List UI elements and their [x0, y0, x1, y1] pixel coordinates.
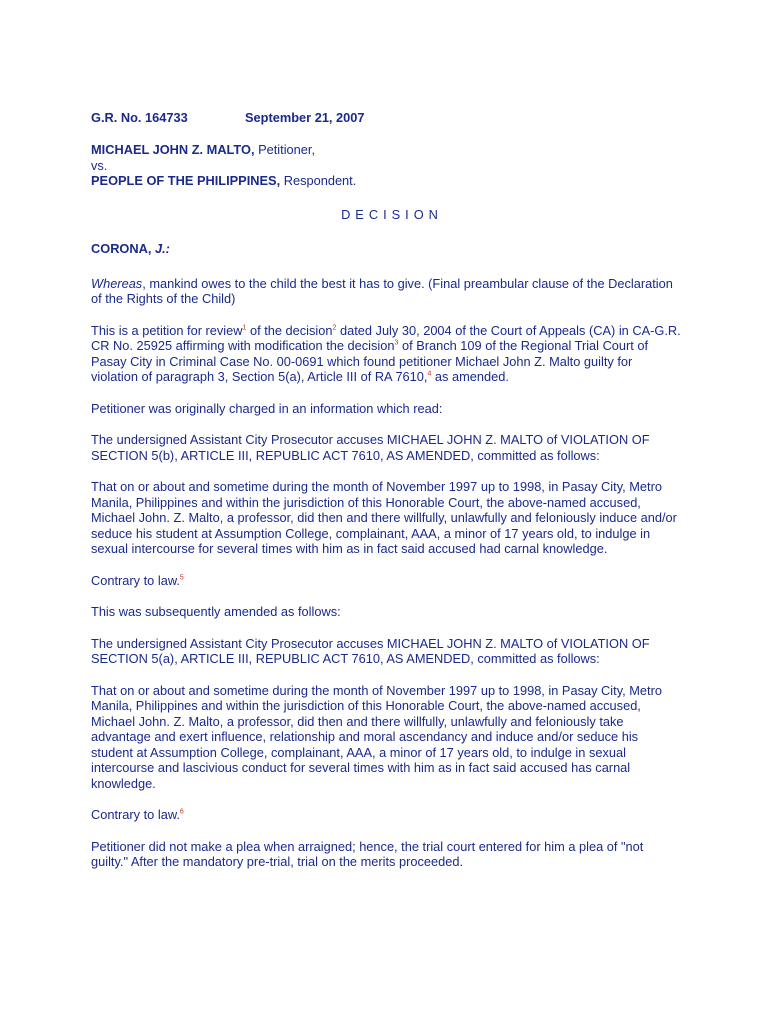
- petitioner-name: MICHAEL JOHN Z. MALTO,: [91, 142, 255, 157]
- petitioner-line: [91, 142, 681, 158]
- petitioner-role: Petitioner,: [258, 142, 316, 157]
- paragraph-contrary-2: [91, 807, 681, 823]
- case-number: G.R. No. 164733: [91, 110, 188, 125]
- contrary-text-1: Contrary to law.: [91, 572, 180, 588]
- case-date: September 21, 2007: [245, 110, 365, 125]
- ponente-name: CORONA,: [91, 241, 152, 256]
- petition-text-d: of Branch 109 of the Regional Trial Court of Pasay City in Criminal Case No. 00-0691 which found petitioner Michael John Z. Malto guilty for violation of paragraph 3, Section 5(a), Article III of RA 7610,: [91, 338, 649, 384]
- petition-text-c: dated July 30, 2004 of the Court of Appeals (CA) in CA-G.R. CR No. 25925 affirming with modification the decision: [91, 322, 681, 353]
- paragraph-facts-1: That on or about and sometime during the month of November 1997 up to 1998, in Pasay City, Metro Manila, Philippines and within the jurisdiction of this Honorable Court, the above-named accused, Michael John. Z. Malto, a professor, did then and there willfully, unlawfully and feloniously induce and/or seduce his student at Assumption College, complainant, AAA, a minor of 17 years old, to indulge in sexual intercourse for several times with him as in fact said accused had carnal knowledge.: [91, 479, 677, 556]
- petition-text-b: of the decision: [246, 322, 333, 338]
- ponente-title: J.:: [155, 241, 170, 256]
- paragraph-preamble: [91, 276, 681, 307]
- footnote-ref-4[interactable]: 4: [427, 370, 432, 378]
- petition-text-e: as amended.: [431, 369, 509, 384]
- preamble-text: , mankind owes to the child the best it has to give. (Final preambular clause of the Declaration of the Rights of the Child): [91, 275, 673, 306]
- decision-title: DECISION: [341, 206, 443, 222]
- paragraph-accusation-2: The undersigned Assistant City Prosecutor accuses MICHAEL JOHN Z. MALTO of VIOLATION OF SECTION 5(a), ARTICLE III, REPUBLIC ACT 7610, AS AMENDED, committed as follows:: [91, 635, 650, 666]
- preamble-italic: Whereas: [91, 275, 143, 291]
- paragraph-facts-2: That on or about and sometime during the month of November 1997 up to 1998, in Pasay City, Metro Manila, Philippines and within the jurisdiction of this Honorable Court, the above-named accused, Michael John. Z. Malto, a professor, did then and there willfully, unlawfully and feloniously take advantage and exert influence, relationship and moral ascendancy and induce and/or seduce his student at Assumption College, complainant, AAA, a minor of 17 years old, to indulge in sexual intercourse and lascivious conduct for several times with him as in fact said accused has carnal knowledge.: [91, 682, 662, 791]
- paragraph-petition: [91, 323, 681, 385]
- respondent-line: [91, 173, 681, 189]
- petition-text-a: This is a petition for review: [91, 322, 243, 338]
- paragraph-contrary-1: [91, 573, 681, 589]
- contrary-text-2: Contrary to law.: [91, 807, 180, 822]
- versus-line: vs.: [91, 157, 108, 173]
- case-header: [91, 110, 681, 126]
- document-body: [91, 110, 681, 870]
- paragraph-plea: Petitioner did not make a plea when arraigned; hence, the trial court entered for him a plea of "not guilty." After the mandatory pre-trial, trial on the merits proceeded.: [91, 838, 644, 869]
- ponente-line: [91, 241, 681, 257]
- footnote-ref-1[interactable]: 1: [242, 324, 247, 332]
- footnote-ref-6[interactable]: 6: [179, 808, 184, 816]
- paragraph-amended: This was subsequently amended as follows:: [91, 604, 341, 619]
- paragraph-original-charge: Petitioner was originally charged in an information which read:: [91, 400, 443, 416]
- footnote-ref-2[interactable]: 2: [332, 324, 337, 332]
- paragraph-accusation-1: The undersigned Assistant City Prosecutor accuses MICHAEL JOHN Z. MALTO of VIOLATION OF SECTION 5(b), ARTICLE III, REPUBLIC ACT 7610, AS AMENDED, committed as follows:: [91, 432, 650, 463]
- footnote-ref-5[interactable]: 5: [179, 574, 184, 582]
- footnote-ref-3[interactable]: 3: [394, 339, 399, 347]
- respondent-name: PEOPLE OF THE PHILIPPINES,: [91, 173, 281, 188]
- respondent-role: Respondent.: [283, 173, 357, 188]
